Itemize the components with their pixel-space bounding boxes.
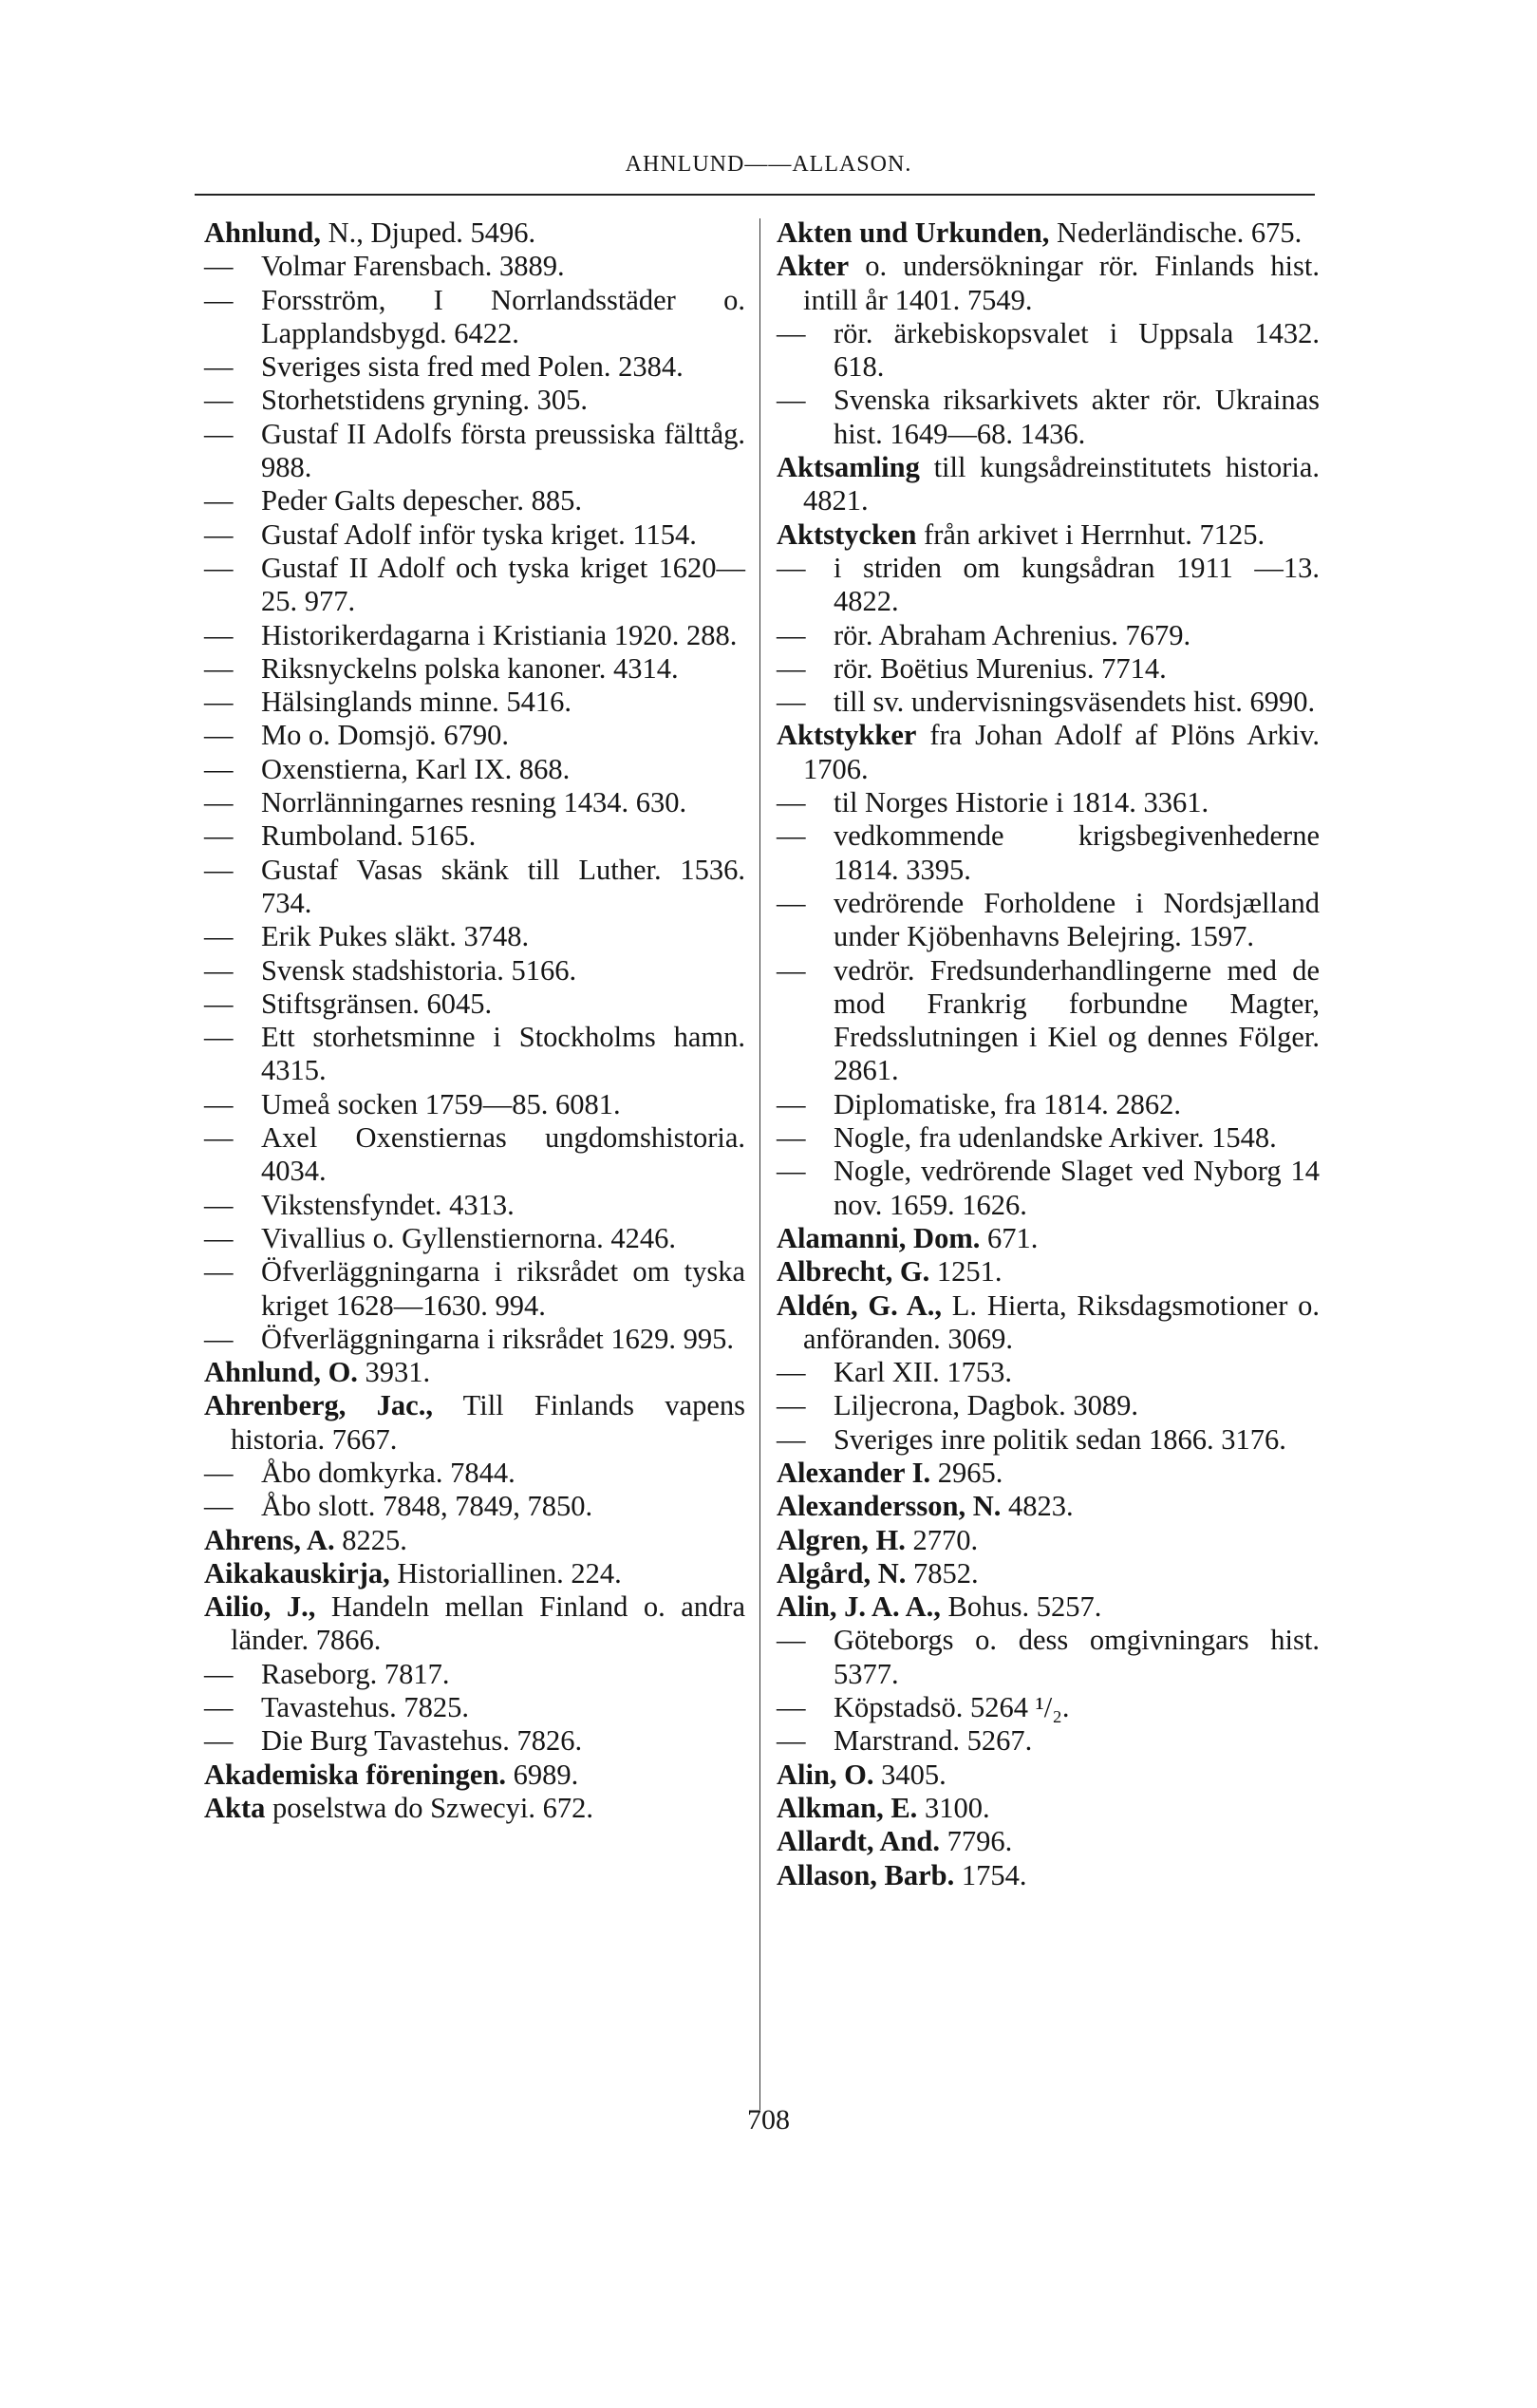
index-entry (204, 1389, 745, 1457)
page-number: 708 (747, 2104, 790, 2135)
index-subentry (204, 920, 745, 953)
entry-text: 3100. (917, 1791, 990, 1824)
entry-text: i striden om kungsådran 1911 —13. 4822. (834, 551, 1320, 618)
entry-dash: — (204, 250, 234, 283)
index-subentry (777, 1691, 1320, 1724)
entry-text: Öfverläggningarna i riksrådet 1629. 995. (261, 1322, 735, 1355)
entry-text: Hälsinglands minne. 5416. (261, 686, 572, 719)
entry-text: Tavastehus. 7825. (261, 1691, 469, 1724)
entry-dash: — (204, 1657, 234, 1690)
index-entry (777, 1222, 1320, 1255)
entry-text: Nederländische. 675. (1049, 216, 1303, 249)
index-subentry (204, 1323, 745, 1356)
entry-text: Storhetstidens gryning. 305. (261, 384, 588, 417)
entry-dash: — (777, 384, 806, 417)
entry-dash: — (777, 786, 806, 819)
entry-heading: Akten und Urkunden, (777, 216, 1050, 249)
index-subentry (777, 887, 1320, 954)
index-subentry (204, 250, 745, 283)
entry-text: vedrör. Fredsunderhandlingerne med de mod Frankrig forbundne Magter, Fredsslutningen i Kiel og dennes Fölger. 2861. (834, 953, 1320, 1087)
left-column (204, 216, 745, 1825)
index-subentry (204, 284, 745, 351)
index-subentry (204, 652, 745, 686)
index-subentry (204, 552, 745, 619)
index-subentry (204, 819, 745, 853)
index-entry (777, 1759, 1320, 1792)
entry-dash: — (777, 1155, 806, 1188)
entry-dash: — (204, 920, 234, 953)
index-entry (777, 451, 1320, 518)
index-entry (777, 1457, 1320, 1490)
index-entry (777, 250, 1320, 317)
entry-text: rör. Abraham Achrenius. 7679. (834, 618, 1191, 651)
entry-heading: Akademiska föreningen. (204, 1758, 507, 1791)
index-subentry (204, 1255, 745, 1323)
entry-dash: — (777, 1624, 806, 1657)
entry-text: Historiallinen. 224. (389, 1556, 622, 1590)
entry-text: Volmar Farensbach. 3889. (261, 250, 565, 283)
entry-heading: Aktstykker (777, 719, 917, 752)
entry-heading: Akter (777, 250, 850, 283)
entry-heading: Alkman, E. (777, 1791, 918, 1824)
entry-text: Nogle, fra udenlandske Arkiver. 1548. (834, 1121, 1277, 1155)
entry-text: Axel Oxenstiernas ungdomshistoria. 4034. (261, 1121, 745, 1188)
index-entry (777, 1792, 1320, 1825)
entry-heading: Alin, J. A. A., (777, 1590, 941, 1624)
entry-text: Stiftsgränsen. 6045. (261, 987, 493, 1020)
entry-heading: Algren, H. (777, 1523, 906, 1556)
entry-text: Handeln mellan Finland o. andra länder. 7866. (231, 1590, 745, 1657)
entry-dash: — (204, 1724, 234, 1758)
index-subentry (777, 619, 1320, 652)
entry-dash: — (204, 953, 234, 987)
entry-heading: Algård, N. (777, 1556, 907, 1590)
entry-dash: — (777, 1691, 806, 1724)
entry-dash: — (204, 786, 234, 819)
entry-text: Svenska riksarkivets akter rör. Ukrainas hist. 1649—68. 1436. (834, 384, 1320, 450)
index-subentry (777, 1121, 1320, 1155)
entry-dash: — (204, 1188, 234, 1221)
index-entry (777, 1490, 1320, 1523)
entry-text: 2965. (930, 1456, 1003, 1489)
entry-heading: Aikakauskirja, (204, 1556, 390, 1590)
entry-dash: — (204, 752, 234, 785)
entry-dash: — (204, 283, 234, 316)
index-subentry (777, 552, 1320, 619)
index-subentry (204, 854, 745, 921)
entry-text: 4823. (1001, 1490, 1074, 1523)
index-subentry (204, 1222, 745, 1255)
entry-text: Umeå socken 1759—85. 6081. (261, 1087, 621, 1120)
entry-text: Die Burg Tavastehus. 7826. (261, 1724, 583, 1758)
index-subentry (204, 719, 745, 752)
entry-text: Norrlänningarnes resning 1434. 630. (261, 786, 687, 819)
entry-heading: Aktsamling (777, 451, 920, 484)
entry-dash: — (204, 517, 234, 551)
entry-text: Sveriges inre politik sedan 1866. 3176. (834, 1422, 1286, 1456)
entry-heading: Albrecht, G. (777, 1255, 930, 1289)
entry-dash: — (204, 1087, 234, 1120)
entry-dash: — (204, 1221, 234, 1254)
entry-dash: — (204, 1490, 234, 1523)
entry-heading: Aktstycken (777, 517, 917, 551)
entry-heading: Ahnlund, O. (204, 1356, 358, 1389)
entry-dash: — (204, 618, 234, 651)
entry-dash: — (204, 686, 234, 719)
entry-heading: Allason, Barb. (777, 1858, 955, 1891)
entry-dash: — (777, 316, 806, 349)
entry-text: Oxenstierna, Karl IX. 868. (261, 752, 571, 785)
index-subentry (204, 518, 745, 552)
entry-dash: — (204, 987, 234, 1020)
index-subentry (777, 1088, 1320, 1121)
entry-dash: — (777, 953, 806, 987)
entry-dash: — (204, 1322, 234, 1355)
entry-dash: — (204, 853, 234, 886)
entry-dash: — (204, 350, 234, 384)
entry-text: Vikstensfyndet. 4313. (261, 1188, 515, 1221)
entry-text: Köpstadsö. 5264 ¹/₂. (834, 1691, 1070, 1724)
index-subentry (204, 1021, 745, 1088)
index-subentry (204, 1490, 745, 1523)
entry-text: till sv. undervisningsväsendets hist. 6990. (834, 686, 1316, 719)
entry-text: Nogle, vedrörende Slaget ved Nyborg 14 nov. 1659. 1626. (834, 1155, 1320, 1221)
entry-text: rör. ärkebiskopsvalet i Uppsala 1432. 618. (834, 316, 1320, 384)
entry-dash: — (204, 1121, 234, 1155)
entry-text: Gustaf Adolf inför tyska kriget. 1154. (261, 517, 697, 551)
index-entry (204, 1557, 745, 1590)
index-entry (204, 1590, 745, 1658)
index-subentry (777, 1724, 1320, 1758)
index-entry (777, 1825, 1320, 1858)
index-subentry (777, 819, 1320, 887)
entry-text: poselstwa do Szwecyi. 672. (265, 1791, 594, 1824)
entry-text: 6989. (506, 1758, 579, 1791)
entry-text: rör. Boëtius Murenius. 7714. (834, 651, 1167, 685)
entry-text: 8225. (334, 1523, 407, 1556)
entry-text: Forsström, I Norrlandsstäder o. Lapplandsbygd. 6422. (261, 283, 745, 349)
entry-text: 3931. (357, 1356, 431, 1389)
index-entry (204, 1792, 745, 1825)
entry-dash: — (777, 686, 806, 719)
entry-text: 3405. (873, 1758, 947, 1791)
entry-heading: Alin, O. (777, 1758, 874, 1791)
entry-heading: Ahrens, A. (204, 1523, 335, 1556)
entry-dash: — (777, 651, 806, 685)
index-entry (777, 1524, 1320, 1557)
entry-heading: Alamanni, Dom. (777, 1221, 981, 1254)
index-entry (777, 518, 1320, 552)
index-subentry (204, 1658, 745, 1691)
entry-text: L. Hierta, Riksdagsmotioner o. anföranden. 3069. (803, 1289, 1320, 1355)
entry-heading: Ailio, J., (204, 1590, 316, 1624)
entry-dash: — (777, 886, 806, 919)
index-entry (777, 1289, 1320, 1357)
entry-text: Liljecrona, Dagbok. 3089. (834, 1389, 1139, 1422)
index-entry (777, 1590, 1320, 1624)
entry-heading: Allardt, And. (777, 1825, 941, 1858)
entry-text: Åbo slott. 7848, 7849, 7850. (261, 1490, 593, 1523)
entry-dash: — (204, 551, 234, 584)
index-entry (204, 216, 745, 250)
entry-text: Mo o. Domsjö. 6790. (261, 719, 509, 752)
index-subentry (204, 753, 745, 786)
entry-text: Erik Pukes släkt. 3748. (261, 920, 530, 953)
entry-text: 7852. (906, 1556, 979, 1590)
index-entry (777, 1557, 1320, 1590)
entry-dash: — (204, 719, 234, 752)
entry-text: Historikerdagarna i Kristiania 1920. 288. (261, 618, 738, 651)
entry-dash: — (777, 1389, 806, 1422)
entry-text: Sveriges sista fred med Polen. 2384. (261, 350, 684, 384)
entry-heading: Alexandersson, N. (777, 1490, 1002, 1523)
entry-dash: — (204, 1456, 234, 1489)
entry-text: Rumboland. 5165. (261, 819, 477, 853)
index-subentry (204, 418, 745, 485)
index-subentry (204, 1088, 745, 1121)
entry-text: Diplomatiske, fra 1814. 2862. (834, 1087, 1181, 1120)
entry-dash: — (777, 1724, 806, 1758)
index-entry (204, 1524, 745, 1557)
entry-heading: Akta (204, 1791, 266, 1824)
index-subentry (204, 686, 745, 719)
index-subentry (204, 988, 745, 1021)
index-entry (777, 1255, 1320, 1289)
entry-dash: — (777, 1422, 806, 1456)
entry-text: 2770. (905, 1523, 979, 1556)
entry-text: Göteborgs o. dess omgivningars hist. 5377. (834, 1624, 1320, 1690)
index-entry (777, 216, 1320, 250)
index-subentry (204, 1691, 745, 1724)
index-subentry (777, 1155, 1320, 1222)
entry-dash: — (204, 1255, 234, 1289)
index-subentry (777, 1356, 1320, 1389)
entry-text: Vivallius o. Gyllenstiernorna. 4246. (261, 1221, 676, 1254)
entry-text: Gustaf II Adolf och tyska kriget 1620—25. 977. (261, 551, 745, 618)
entry-dash: — (777, 1356, 806, 1389)
entry-dash: — (204, 1021, 234, 1054)
entry-text: Gustaf II Adolfs första preussiska fälttåg. 988. (261, 417, 745, 484)
entry-dash: — (777, 618, 806, 651)
entry-dash: — (204, 819, 234, 853)
index-entry (204, 1356, 745, 1389)
entry-text: från arkivet i Herrnhut. 7125. (916, 517, 1265, 551)
index-subentry (204, 954, 745, 988)
entry-dash: — (204, 1691, 234, 1724)
entry-text: 7796. (940, 1825, 1013, 1858)
entry-text: N., Djuped. 5496. (320, 216, 536, 249)
index-entry (777, 1859, 1320, 1892)
entry-text: Peder Galts depescher. 885. (261, 484, 582, 517)
index-subentry (777, 384, 1320, 451)
index-subentry (777, 1423, 1320, 1457)
entry-text: Marstrand. 5267. (834, 1724, 1033, 1758)
index-subentry (777, 317, 1320, 385)
entry-text: til Norges Historie i 1814. 3361. (834, 786, 1209, 819)
index-subentry (777, 786, 1320, 819)
entry-text: 1754. (954, 1858, 1027, 1891)
index-subentry (204, 1724, 745, 1758)
entry-dash: — (204, 417, 234, 450)
entry-dash: — (204, 484, 234, 517)
column-divider (759, 218, 760, 2110)
index-subentry (204, 1457, 745, 1490)
index-subentry (777, 686, 1320, 719)
index-subentry (204, 619, 745, 652)
index-entry (204, 1759, 745, 1792)
index-subentry (777, 1389, 1320, 1422)
entry-text: o. undersökningar rör. Finlands hist. intill år 1401. 7549. (803, 250, 1320, 316)
header-rule (195, 194, 1315, 196)
index-entry (777, 719, 1320, 786)
entry-heading: Alexander I. (777, 1456, 931, 1489)
entry-text: Öfverläggningarna i riksrådet om tyska kriget 1628—1630. 994. (261, 1255, 745, 1322)
index-subentry (204, 484, 745, 517)
entry-text: Ett storhetsminne i Stockholms hamn. 4315. (261, 1021, 745, 1087)
entry-heading: Aldén, G. A., (777, 1289, 943, 1322)
entry-dash: — (777, 551, 806, 584)
entry-text: Gustaf Vasas skänk till Luther. 1536. 734. (261, 853, 745, 919)
index-subentry (204, 384, 745, 417)
entry-text: Raseborg. 7817. (261, 1657, 450, 1690)
entry-text: fra Johan Adolf af Plöns Arkiv. 1706. (803, 719, 1320, 785)
entry-text: Riksnyckelns polska kanoner. 4314. (261, 651, 679, 685)
right-column (777, 216, 1320, 1892)
entry-dash: — (777, 819, 806, 853)
index-subentry (777, 1624, 1320, 1691)
entry-text: Åbo domkyrka. 7844. (261, 1456, 515, 1489)
index-subentry (777, 954, 1320, 1088)
running-header: AHNLUND——ALLASON. (625, 152, 912, 177)
entry-text: Svensk stadshistoria. 5166. (261, 953, 577, 987)
entry-text: Karl XII. 1753. (834, 1356, 1013, 1389)
entry-dash: — (777, 1087, 806, 1120)
index-subentry (204, 350, 745, 384)
index-subentry (204, 1189, 745, 1222)
index-subentry (777, 652, 1320, 686)
entry-heading: Ahrenberg, Jac., (204, 1389, 433, 1422)
index-subentry (204, 1121, 745, 1189)
entry-dash: — (204, 384, 234, 417)
entry-text: 671. (980, 1221, 1039, 1254)
index-subentry (204, 786, 745, 819)
entry-text: vedkommende krigsbegivenhederne 1814. 3395. (834, 819, 1320, 886)
entry-text: 1251. (929, 1255, 1003, 1289)
entry-text: vedrörende Forholdene i Nordsjælland under Kjöbenhavns Belejring. 1597. (834, 886, 1320, 953)
entry-text: till kungsådreinstitutets historia. 4821. (803, 451, 1320, 517)
entry-dash: — (204, 651, 234, 685)
entry-heading: Ahnlund, (204, 216, 321, 249)
entry-text: Till Finlands vapens historia. 7667. (231, 1389, 745, 1456)
entry-text: Bohus. 5257. (940, 1590, 1102, 1624)
entry-dash: — (777, 1121, 806, 1155)
